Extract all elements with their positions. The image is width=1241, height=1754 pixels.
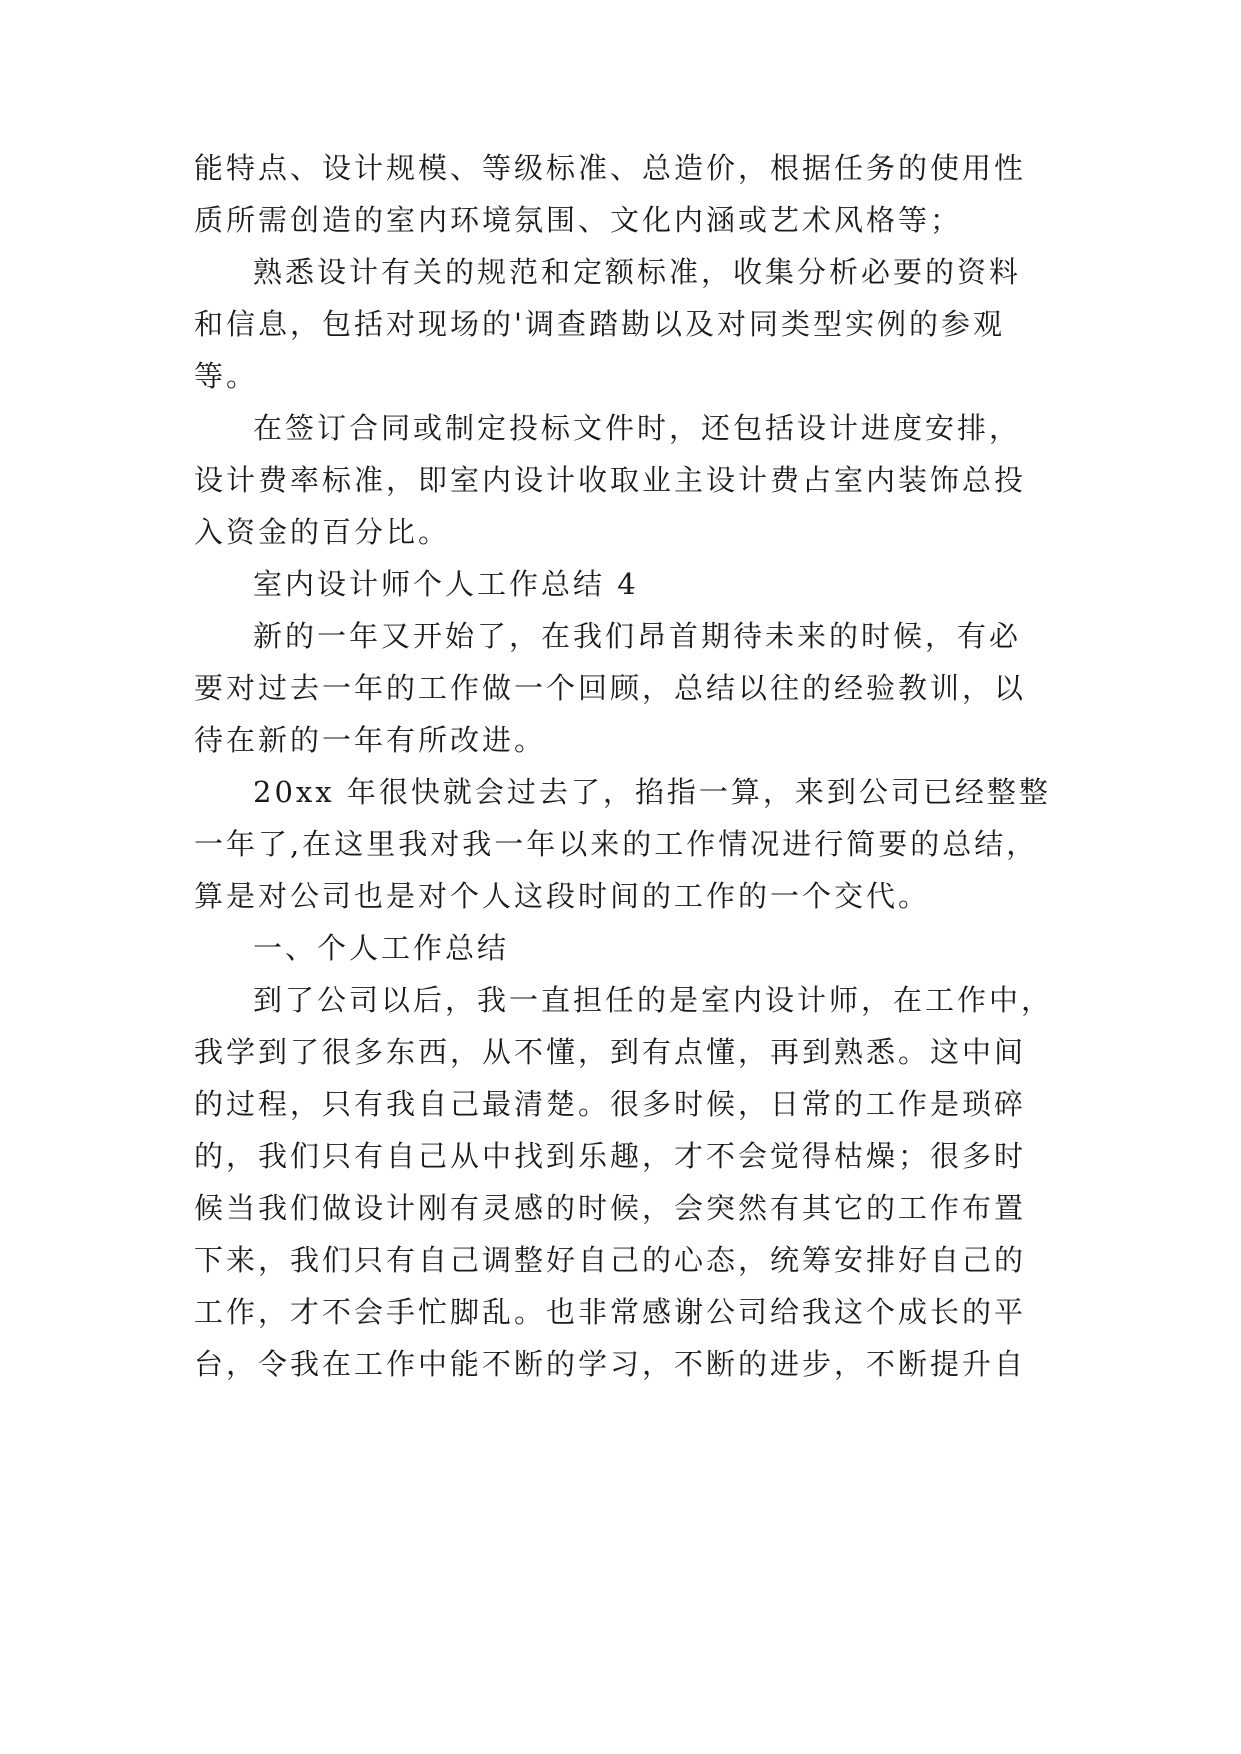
- text-line: 质所需创造的室内环境氛围、文化内涵或艺术风格等；: [194, 203, 963, 237]
- text-line: 熟悉设计有关的规范和定额标准，收集分析必要的资料: [253, 255, 1022, 289]
- text-line: 的，我们只有自己从中找到乐趣，才不会觉得枯燥；很多时: [194, 1139, 1027, 1173]
- text-line: 设计费率标准，即室内设计收取业主设计费占室内装饰总投: [194, 463, 1027, 497]
- text-line: 算是对公司也是对个人这段时间的工作的一个交代。: [194, 879, 931, 913]
- text-line: 20xx 年很快就会过去了，掐指一算，来到公司已经整整: [253, 775, 1051, 809]
- text-line: 在签订合同或制定投标文件时，还包括设计进度安排，: [253, 411, 1022, 445]
- text-line: 的过程，只有我自己最清楚。很多时候，日常的工作是琐碎: [194, 1087, 1027, 1121]
- text-line: 一年了,在这里我对我一年以来的工作情况进行简要的总结，: [194, 827, 1039, 861]
- text-line: 等。: [194, 359, 259, 393]
- text-line: 台，令我在工作中能不断的学习，不断的进步，不断提升自: [194, 1347, 1027, 1381]
- text-line: 到了公司以后，我一直担任的是室内设计师，在工作中，: [253, 983, 1054, 1017]
- text-line: 工作，才不会手忙脚乱。也非常感谢公司给我这个成长的平: [194, 1295, 1027, 1329]
- text-line: 能特点、设计规模、等级标准、总造价，根据任务的使用性: [194, 151, 1027, 185]
- text-line: 和信息，包括对现场的'调查踏勘以及对同类型实例的参观: [194, 307, 1005, 341]
- text-line: 候当我们做设计刚有灵感的时候，会突然有其它的工作布置: [194, 1191, 1027, 1225]
- text-line: 入资金的百分比。: [194, 515, 451, 549]
- section-heading: 一、个人工作总结: [253, 931, 510, 965]
- section-heading: 室内设计师个人工作总结 4: [253, 567, 639, 601]
- text-line: 新的一年又开始了，在我们昂首期待未来的时候，有必: [253, 619, 1022, 653]
- text-line: 要对过去一年的工作做一个回顾，总结以往的经验教训，以: [194, 671, 1027, 705]
- text-line: 我学到了很多东西，从不懂，到有点懂，再到熟悉。这中间: [194, 1035, 1027, 1069]
- text-line: 下来，我们只有自己调整好自己的心态，统筹安排好自己的: [194, 1243, 1027, 1277]
- text-line: 待在新的一年有所改进。: [194, 723, 547, 757]
